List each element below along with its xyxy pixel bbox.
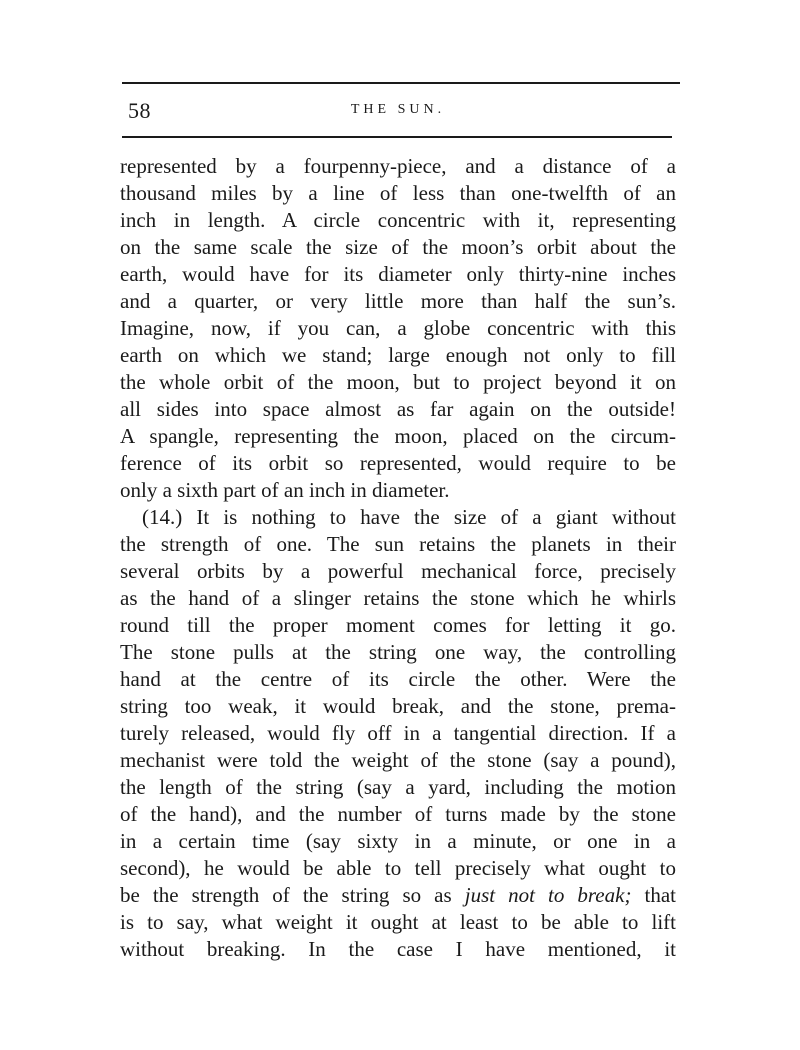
text-line: turely released, would fly off in a tangential direction. If a [120,721,676,745]
text-line: several orbits by a powerful mechanical force, precisely [120,559,676,583]
text-line: the whole orbit of the moon, but to project beyond it on [120,370,676,394]
text-line: mechanist were told the weight of the stone (say a pound), [120,748,676,772]
text-line [120,882,676,909]
text-line: in a certain time (say sixty in a minute, or one in a [120,829,676,853]
text-line: string too weak, it would break, and the stone, prema- [120,694,676,718]
header-top-rule [122,82,680,84]
text-line: without breaking. In the case I have mentioned, it [120,937,676,961]
text-line: inch in length. A circle concentric with it, representing [120,208,676,232]
text-line: round till the proper moment comes for letting it go. [120,613,676,637]
paragraph-14 [120,504,676,963]
paragraph-continued [120,153,676,504]
text-line: the length of the string (say a yard, including the motion [120,775,676,799]
text-line: earth on which we stand; large enough not only to fill [120,343,676,367]
text-line: the strength of one. The sun retains the planets in their [120,532,676,556]
text-line: of the hand), and the number of turns made by the stone [120,802,676,826]
header-bottom-rule [122,136,672,138]
text-line: is to say, what weight it ought at least to be able to lift [120,910,676,934]
italic-emphasis: just not to break; [464,883,632,907]
text-segment: be the strength of the string so as [120,883,465,907]
text-line: and a quarter, or very little more than half the sun’s. [120,289,676,313]
text-line: ference of its orbit so represented, would require to be [120,451,676,475]
running-title: THE SUN. [350,102,446,117]
running-head [122,98,674,128]
text-line: earth, would have for its diameter only thirty-nine inches [120,262,676,286]
text-line: on the same scale the size of the moon’s orbit about the [120,235,676,259]
text-line: thousand miles by a line of less than one-twelfth of an [120,181,676,205]
text-line: (14.) It is nothing to have the size of a giant without [142,505,676,529]
text-line: Imagine, now, if you can, a globe concentric with this [120,316,676,340]
body-text [120,153,676,963]
text-segment: that [631,883,676,907]
text-line: all sides into space almost as far again on the outside! [120,397,676,421]
text-line: hand at the centre of its circle the other. Were the [120,667,676,691]
page-number: 58 [128,98,151,123]
text-line: second), he would be able to tell precisely what ought to [120,856,676,880]
text-line: The stone pulls at the string one way, the controlling [120,640,676,664]
text-line: represented by a fourpenny-piece, and a distance of a [120,154,676,178]
text-line: A spangle, representing the moon, placed on the circum- [120,424,676,448]
text-line: as the hand of a slinger retains the stone which he whirls [120,586,676,610]
text-line: only a sixth part of an inch in diameter. [120,478,450,502]
